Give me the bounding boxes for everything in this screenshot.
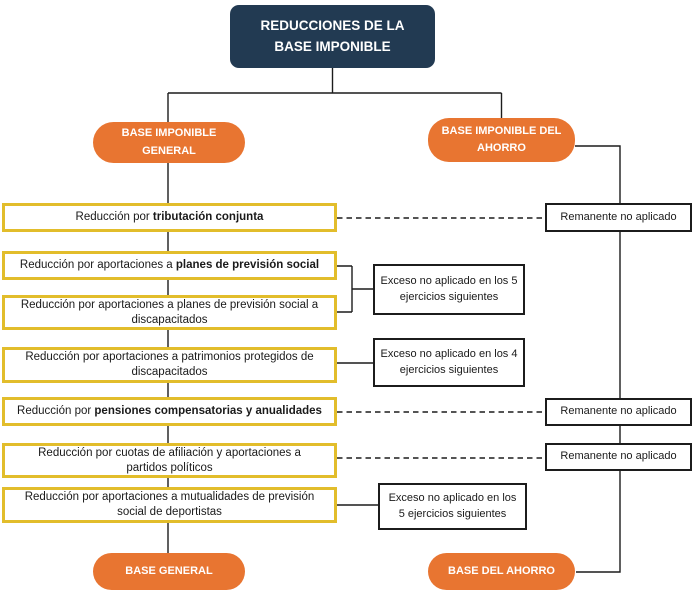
exceso-5-ejercicios-box-1: [373, 264, 525, 315]
reduction-tributacion-conjunta-box: [2, 203, 337, 232]
remanente-no-aplicado-box-2: [545, 398, 692, 426]
reduction-text: Reducción por tributación conjunta: [75, 211, 264, 224]
remanente-no-aplicado-box-3: [545, 443, 692, 471]
reduction-mutualidades-deportistas-box: [2, 487, 337, 523]
remanente-text: Remanente no aplicado: [560, 210, 677, 223]
reduction-text: Reducción por pensiones compensatorias y anualidades: [17, 405, 322, 418]
connector-bracket-rows2-3: [337, 266, 373, 312]
base-imponible-del-ahorro-pill: [428, 118, 575, 162]
base-imponible-general-label: BASE IMPONIBLE GENERAL: [121, 127, 217, 157]
reduction-pensiones-compensatorias-box: [2, 397, 337, 426]
reduction-text: Reducción por aportaciones a patrimonios protegidos de discapacitados: [25, 351, 314, 378]
remanente-no-aplicado-box-1: [545, 203, 692, 232]
base-general-pill: [93, 553, 245, 590]
base-del-ahorro-label: BASE DEL AHORRO: [448, 564, 555, 577]
reduction-text: Reducción por aportaciones a mutualidades de previsión social de deportistas: [24, 491, 315, 518]
base-del-ahorro-pill: [428, 553, 575, 590]
base-imponible-general-pill: [93, 122, 245, 163]
reduction-text: Reducción por cuotas de afiliación y aportaciones a partidos políticos: [38, 446, 301, 474]
reduction-text: Reducción por aportaciones a planes de previsión social a discapacitados: [20, 298, 319, 326]
base-imponible-del-ahorro-label: BASE IMPONIBLE DEL AHORRO: [441, 124, 562, 154]
reduction-patrimonios-protegidos-box: [2, 347, 337, 383]
title-box: [230, 5, 435, 68]
remanente-text: Remanente no aplicado: [560, 405, 677, 418]
exceso-5-ejercicios-box-2: [378, 483, 527, 530]
remanente-text: Remanente no aplicado: [560, 450, 677, 463]
exceso-text: Exceso no aplicado en los 4 ejercicios siguientes: [380, 347, 518, 376]
reduction-planes-prevision-social-box: [2, 251, 337, 280]
reduction-partidos-politicos-box: [2, 443, 337, 478]
reduction-planes-discapacitados-box: [2, 295, 337, 330]
reduction-text: Reducción por aportaciones a planes de previsión social: [19, 259, 320, 272]
exceso-text: Exceso no aplicado en los 5 ejercicios siguientes: [380, 274, 518, 303]
exceso-4-ejercicios-box: [373, 338, 525, 387]
title-text: REDUCCIONES DE LA BASE IMPONIBLE: [260, 18, 405, 54]
base-general-label: BASE GENERAL: [125, 564, 213, 577]
exceso-text: Exceso no aplicado en los 5 ejercicios siguientes: [388, 491, 517, 520]
